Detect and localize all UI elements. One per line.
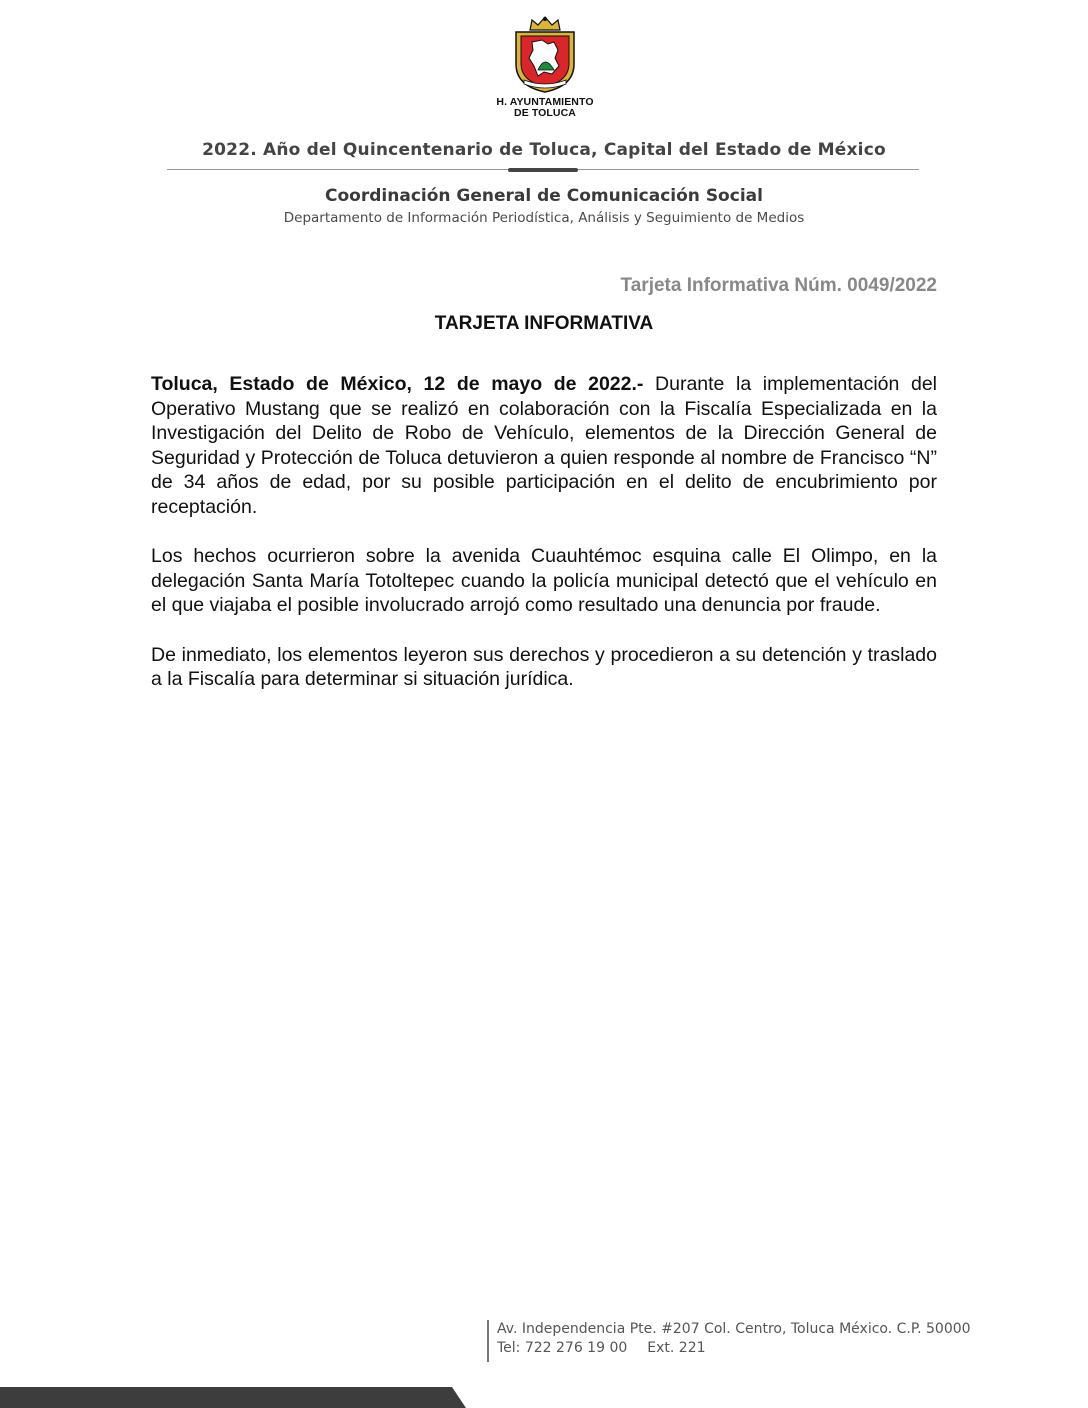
coat-of-arms-icon — [510, 14, 580, 94]
footer-divider — [487, 1320, 489, 1362]
paragraph-2: Los hechos ocurrieron sobre la avenida Cuauhtémoc esquina calle El Olimpo, en la delegación Santa María Totoltepec cuando la policía municipal detectó que el vehículo en el que viajaba el posible involucrado arrojó como resultado una denuncia por fraude. — [151, 545, 937, 617]
footer-phone: Tel: 722 276 19 00 — [497, 1340, 628, 1356]
paragraph-3: De inmediato, los elementos leyeron sus derechos y procedieron a su detención y traslado a la Fiscalía para determinar si situación jurídica. — [151, 643, 937, 691]
logo-text-line2: DE TOLUCA — [514, 107, 576, 119]
paragraph-1 — [151, 372, 937, 520]
footer-extension: Ext. 221 — [647, 1340, 706, 1356]
toluca-logo — [487, 14, 603, 119]
footer-band — [0, 1387, 466, 1408]
header-divider-accent — [508, 168, 578, 172]
coordination-title: Coordinación General de Comunicación Social — [325, 186, 763, 206]
logo-text-line1: H. AYUNTAMIENTO — [496, 96, 594, 108]
paragraph-1-text: Durante la implementación del Operativo Mustang que se realizó en colaboración con la Fiscalía Especializada en la Investigación del Delito de Robo de Vehículo, elementos de la Dirección General de Seguridad y Protección de Toluca detuvieron a quien responde al nombre de Francisco “N” de 34 años de edad, por su posible participación en el delito de encubrimiento por receptación. — [151, 373, 937, 518]
document-content — [151, 372, 937, 716]
document-title: TARJETA INFORMATIVA — [434, 313, 654, 334]
card-number: Tarjeta Informativa Núm. 0049/2022 — [620, 275, 937, 296]
dateline: Toluca, Estado de México, 12 de mayo de 2022.- — [151, 373, 644, 395]
department-title: Departamento de Información Periodística, Análisis y Seguimiento de Medios — [283, 210, 805, 226]
footer-phone-line — [497, 1340, 706, 1356]
year-motto: 2022. Año del Quincentenario de Toluca, Capital del Estado de México — [202, 140, 886, 160]
footer-address: Av. Independencia Pte. #207 Col. Centro, Toluca México. C.P. 50000 — [497, 1321, 971, 1337]
